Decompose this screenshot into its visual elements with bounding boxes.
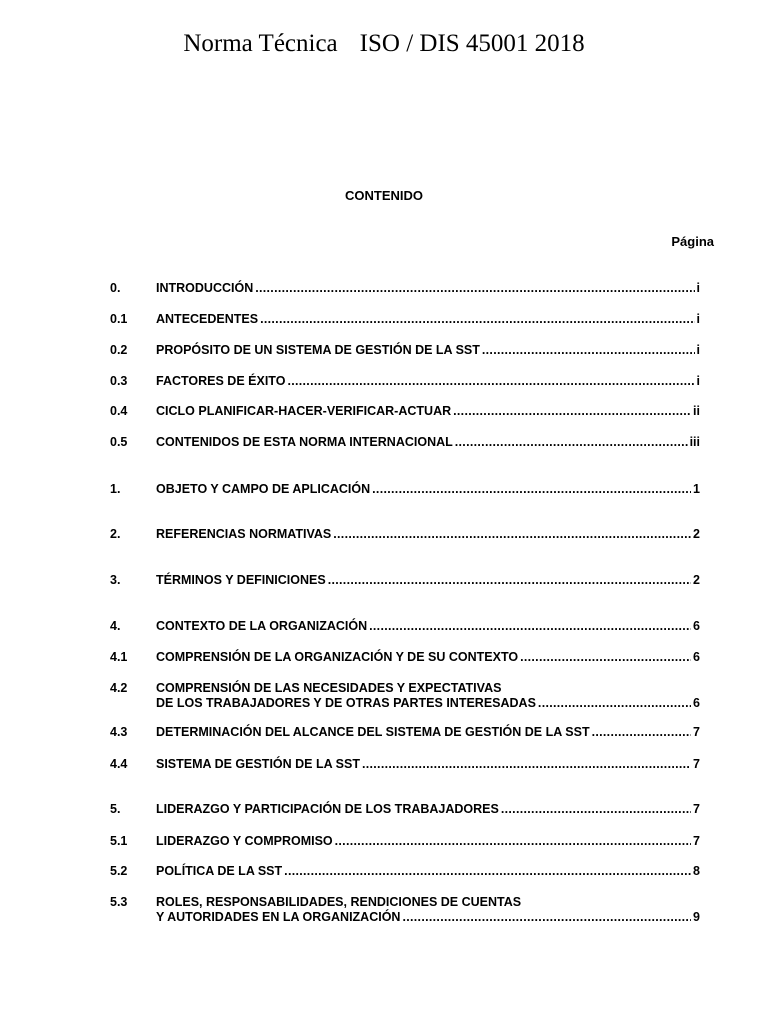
toc-entry-page: 7 — [693, 725, 700, 739]
toc-dot-leader — [369, 619, 691, 634]
toc-entry-number: 0.4 — [110, 404, 128, 418]
toc-entry-title: COMPRENSIÓN DE LAS NECESIDADES Y EXPECTATIVAS — [156, 681, 502, 695]
toc-dot-leader — [260, 312, 694, 327]
toc-entry-title: COMPRENSIÓN DE LA ORGANIZACIÓN Y DE SU CONTEXTO — [156, 650, 519, 664]
toc-entry-number: 3. — [110, 573, 121, 587]
toc-entry-number: 0.5 — [110, 435, 128, 449]
toc-dot-leader — [402, 910, 691, 925]
toc-entry-page: 1 — [693, 482, 700, 496]
toc-dot-leader — [287, 374, 694, 389]
toc-entry-page: 8 — [693, 864, 700, 878]
toc-entry-page: 6 — [693, 650, 700, 664]
toc-entry-title: Y AUTORIDADES EN LA ORGANIZACIÓN — [156, 910, 401, 924]
toc-dot-leader — [372, 482, 691, 497]
toc-entry-number: 4.1 — [110, 650, 128, 664]
toc-dot-leader — [255, 281, 694, 296]
toc-entry-page: iii — [689, 435, 700, 449]
contents-title: CONTENIDO — [345, 188, 423, 203]
toc-dot-leader — [455, 435, 688, 450]
toc-entry-title: CONTENIDOS DE ESTA NORMA INTERNACIONAL — [156, 435, 453, 449]
toc-entry-title: INTRODUCCIÓN — [156, 281, 254, 295]
toc-entry-title: DETERMINACIÓN DEL ALCANCE DEL SISTEMA DE GESTIÓN DE LA SST — [156, 725, 590, 739]
toc-dot-leader — [284, 864, 691, 879]
toc-entry-title: LIDERAZGO Y COMPROMISO — [156, 834, 333, 848]
toc-dot-leader — [335, 834, 691, 849]
header-standard: ISO / DIS 45001 2018 — [359, 30, 585, 57]
toc-dot-leader — [328, 573, 691, 588]
toc-entry-page: 2 — [693, 573, 700, 587]
toc-entry-number: 5. — [110, 802, 121, 816]
toc-entry-title: ANTECEDENTES — [156, 312, 259, 326]
toc-entry-number: 0. — [110, 281, 121, 295]
toc-entry-page: 7 — [693, 802, 700, 816]
toc-entry-title: ROLES, RESPONSABILIDADES, RENDICIONES DE CUENTAS — [156, 895, 522, 909]
toc-entry-title: REFERENCIAS NORMATIVAS — [156, 527, 332, 541]
toc-dot-leader — [482, 343, 695, 358]
toc-entry-page: i — [696, 312, 700, 326]
toc-dot-leader — [501, 802, 691, 817]
toc-entry-page: 6 — [693, 619, 700, 633]
toc-dot-leader — [592, 725, 691, 740]
toc-entry-page: 6 — [693, 696, 700, 710]
toc-entry-title: SISTEMA DE GESTIÓN DE LA SST — [156, 757, 360, 771]
toc-entry-page: i — [696, 374, 700, 388]
toc-dot-leader — [453, 404, 691, 419]
toc-dot-leader — [333, 527, 691, 542]
toc-entry-title: POLÍTICA DE LA SST — [156, 864, 283, 878]
toc-entry-page: 7 — [693, 757, 700, 771]
toc-entry-page: ii — [693, 404, 700, 418]
toc-entry-number: 4.4 — [110, 757, 128, 771]
toc-entry-title: DE LOS TRABAJADORES Y DE OTRAS PARTES INTERESADAS — [156, 696, 536, 710]
toc-entry-number: 5.1 — [110, 834, 128, 848]
toc-entry-title: FACTORES DE ÉXITO — [156, 374, 286, 388]
toc-entry-number: 5.3 — [110, 895, 128, 909]
header-prefix: Norma Técnica — [183, 30, 338, 57]
toc-entry-title: OBJETO Y CAMPO DE APLICACIÓN — [156, 482, 371, 496]
toc-dot-leader — [520, 650, 691, 665]
toc-dot-leader — [538, 696, 691, 711]
toc-entry-page: 2 — [693, 527, 700, 541]
toc-entry-page: i — [696, 343, 700, 357]
toc-entry-number: 2. — [110, 527, 121, 541]
toc-entry-title: TÉRMINOS Y DEFINICIONES — [156, 573, 326, 587]
toc-entry-number: 4.3 — [110, 725, 128, 739]
toc-entry-number: 0.2 — [110, 343, 128, 357]
toc-entry-number: 0.1 — [110, 312, 128, 326]
toc-entry-page: 9 — [693, 910, 700, 924]
toc-entry-number: 4.2 — [110, 681, 128, 695]
toc-entry-page: i — [696, 281, 700, 295]
toc-entry-number: 5.2 — [110, 864, 128, 878]
toc-entry-number: 1. — [110, 482, 121, 496]
toc-entry-number: 0.3 — [110, 374, 128, 388]
document-header — [0, 30, 768, 58]
toc-entry-page: 7 — [693, 834, 700, 848]
toc-entry-title: CONTEXTO DE LA ORGANIZACIÓN — [156, 619, 368, 633]
toc-dot-leader — [362, 757, 691, 772]
toc-entry-number: 4. — [110, 619, 121, 633]
toc-entry-title: CICLO PLANIFICAR-HACER-VERIFICAR-ACTUAR — [156, 404, 452, 418]
page-column-label: Página — [671, 234, 714, 249]
toc-entry-title: PROPÓSITO DE UN SISTEMA DE GESTIÓN DE LA SST — [156, 343, 480, 357]
toc-entry-title: LIDERAZGO Y PARTICIPACIÓN DE LOS TRABAJADORES — [156, 802, 499, 816]
